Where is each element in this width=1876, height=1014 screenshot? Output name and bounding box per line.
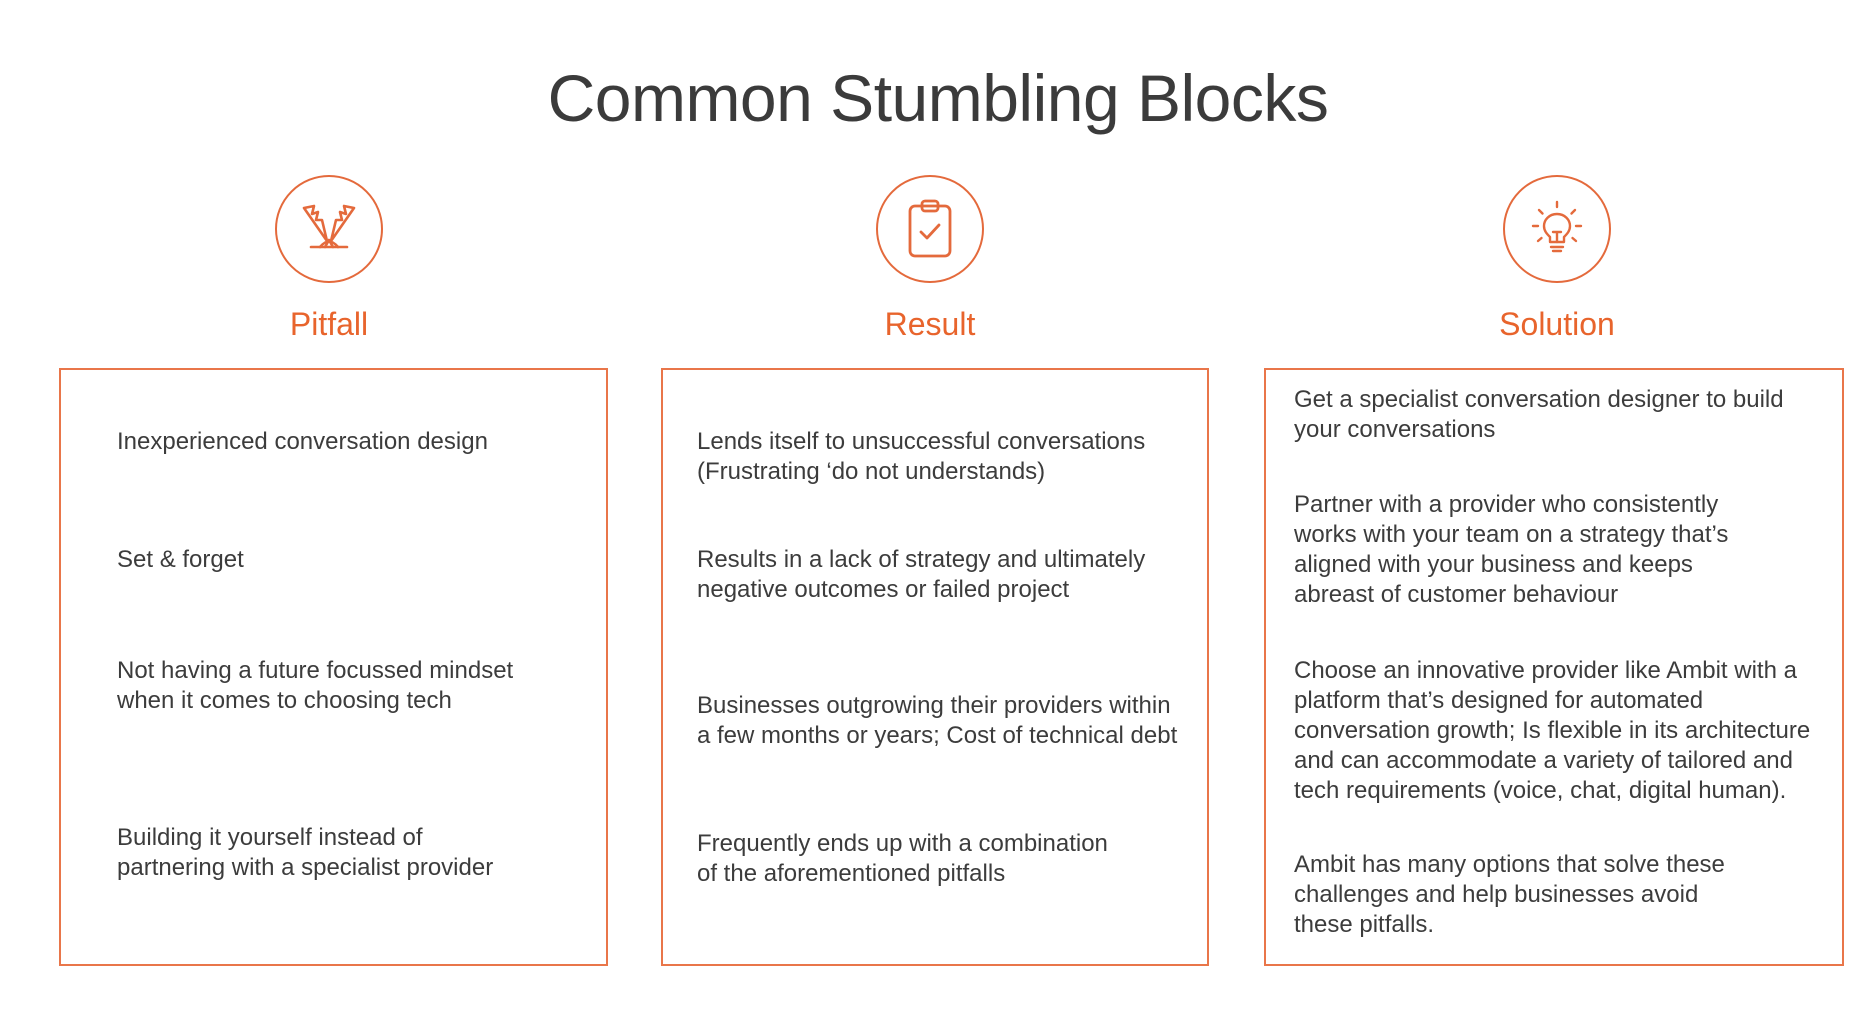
result-item: Frequently ends up with a combination of the aforementioned pitfalls — [697, 830, 1108, 887]
solution-item: Get a specialist conversation designer to build your conversations — [1294, 386, 1784, 443]
result-heading: Result — [884, 306, 976, 342]
pitfall-heading: Pitfall — [289, 306, 369, 342]
result-icon-circle — [876, 175, 984, 283]
bear-trap-icon — [294, 194, 364, 264]
pitfall-item: Building it yourself instead of partnering with a specialist provider — [117, 824, 494, 881]
solution-box — [1264, 368, 1844, 966]
pitfall-icon-circle — [275, 175, 383, 283]
result-item: Results in a lack of strategy and ultimately negative outcomes or failed project — [697, 546, 1146, 603]
pitfall-item: Inexperienced conversation design — [117, 428, 488, 455]
solution-item: Ambit has many options that solve these challenges and help businesses avoid these pitfalls. — [1294, 851, 1725, 938]
result-item: Businesses outgrowing their providers within a few months or years; Cost of technical debt — [697, 692, 1178, 749]
solution-item: Choose an innovative provider like Ambit with a platform that’s designed for automated conversation growth; Is flexible in its architecture and can accommodate a variety of tailored and tech requirements (voice, chat, digital human). — [1294, 657, 1811, 804]
solution-heading: Solution — [1499, 306, 1615, 342]
result-item: Lends itself to unsuccessful conversations (Frustrating ‘do not understands) — [697, 428, 1146, 485]
pitfall-box — [59, 368, 608, 966]
page-title: Common Stumbling Blocks — [547, 61, 1329, 135]
pitfall-item: Set & forget — [117, 546, 244, 573]
clipboard-check-icon — [895, 194, 965, 264]
pitfall-item: Not having a future focussed mindset when it comes to choosing tech — [117, 657, 514, 714]
result-box — [661, 368, 1209, 966]
solution-item: Partner with a provider who consistently works with your team on a strategy that’s aligned with your business and keeps abreast of customer behaviour — [1294, 491, 1729, 608]
lightbulb-icon — [1522, 194, 1592, 264]
solution-icon-circle — [1503, 175, 1611, 283]
